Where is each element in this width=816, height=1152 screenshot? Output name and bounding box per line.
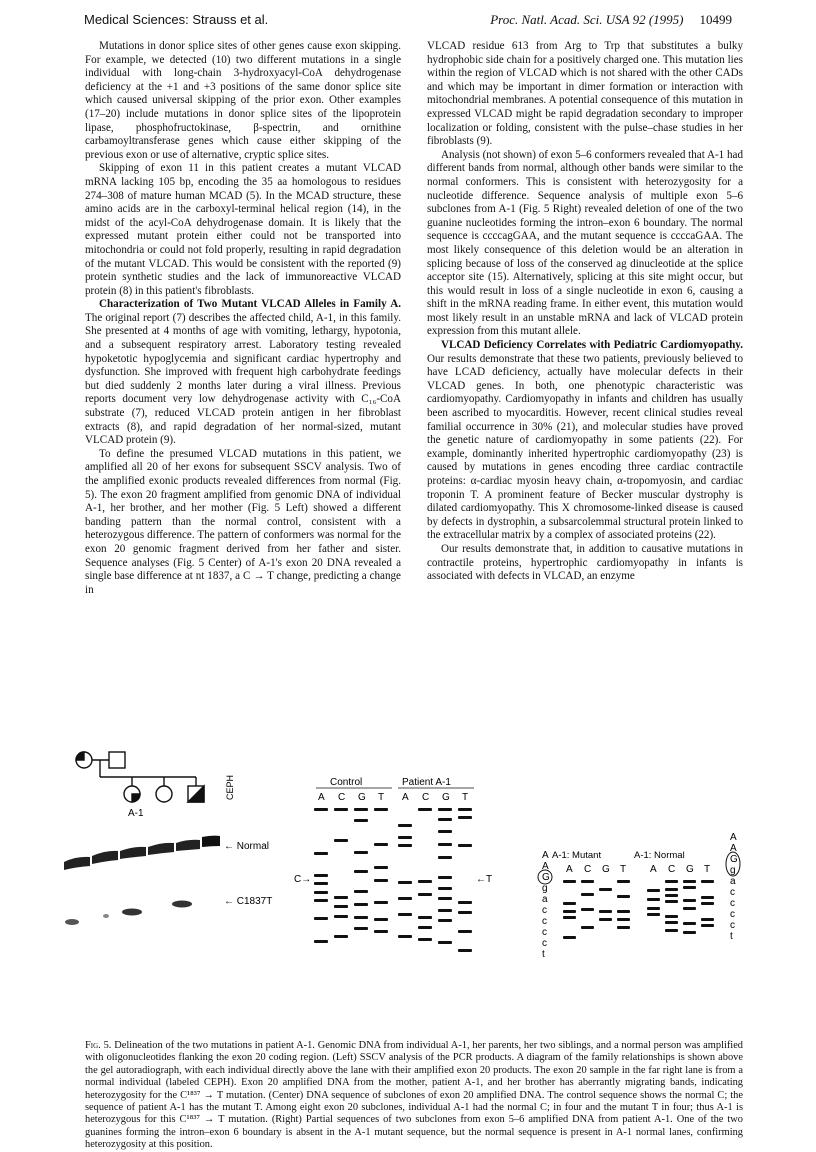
sequence-base: A (730, 843, 737, 854)
pedigree-mother-fill (76, 752, 84, 760)
paragraph: To define the presumed VLCAD mutations in this patient, we amplified all 20 of her exons for subsequent SSCV analysis. Two of the amplified exonic products revealed differences from normal (Fig. 5). The exon 20 fragment amplified from genomic DNA of individual A-1, her brother, and her mother (Fig. 5 Left) showed a different banding pattern than the normal control, consistent with a heterozygous difference. The pattern of conformers was normal for the exon 20 genomic fragment derived from her father and sister. Sequence analyses (Fig. 5 Center) of A-1's exon 20 DNA revealed a single base difference at nt 1837, a C → T change, predicting a change in (85, 447, 401, 596)
mutant-subclone-label: A-1: Mutant (552, 850, 602, 861)
paragraph-body: The original report (7) describes the affected child, A-1, in this family. She presented at 4 months of age with vomiting, lethargy, hypotonia, and a subsequent respiratory arrest. Laboratory testing revealed hypoketotic hypoglycemia and significant cardiac hypertrophy and dysfunction. She improved with frequent high carbohydrate feedings but died suddenly 2 months later during a viral illness. Previous reports document very low dehydrogenase activity with C₁₆-CoA substrate (7), reduced VLCAD protein antigen in her fibroblast extracts (8), and rapid degradation of her normal-sized, mutant VLCAD protein (9). (85, 311, 401, 447)
sequence-band (374, 918, 388, 921)
gel-band-mutant (172, 901, 192, 908)
sequence-base: c (542, 938, 547, 949)
figure-5 (62, 750, 762, 1040)
sequence-base: c (730, 909, 735, 920)
sequence-band (563, 936, 576, 939)
sequence-band (374, 901, 388, 904)
lane-letter: T (704, 864, 711, 875)
sequence-band (398, 897, 412, 900)
lane-letter: A (566, 864, 573, 875)
sequence-band (617, 910, 630, 913)
sequence-band (683, 886, 696, 889)
gel-band-faint (103, 914, 109, 918)
normal-sequence-readout (726, 832, 740, 942)
center-sequencing-bands (314, 808, 472, 952)
sequence-band (617, 895, 630, 898)
sequence-band (701, 880, 714, 883)
figure-caption (85, 1040, 743, 1152)
sequence-band (665, 915, 678, 918)
lane-letter: C (668, 864, 676, 875)
sequence-band (458, 911, 472, 914)
sequence-band (665, 921, 678, 924)
sequence-band (418, 808, 432, 811)
sequence-band (563, 880, 576, 883)
sequence-band (438, 818, 452, 821)
sequence-band (314, 899, 328, 902)
c-arrow-label: C→ (294, 874, 312, 885)
lane-letter: G (442, 792, 450, 803)
sequence-band (581, 908, 594, 911)
sequence-band (354, 916, 368, 919)
sequence-band (665, 888, 678, 891)
lane-letter: T (620, 864, 627, 875)
sequence-band (374, 866, 388, 869)
paragraph (427, 339, 743, 543)
patient-label: Patient A-1 (402, 777, 451, 788)
sequence-band (334, 905, 348, 908)
sequence-band (458, 949, 472, 952)
sequence-band (647, 889, 660, 892)
gel-label-c1837t: ← C1837T (224, 896, 273, 907)
sequence-band (374, 808, 388, 811)
sequence-band (374, 930, 388, 933)
sequence-band (438, 856, 452, 859)
sequence-band (398, 836, 412, 839)
sscv-gel (62, 834, 222, 964)
sequence-base: c (542, 905, 547, 916)
sequence-band (599, 910, 612, 913)
sequence-base: A (730, 832, 737, 843)
sequence-band (354, 851, 368, 854)
center-sequencing-lanes (318, 792, 468, 803)
gel-label-normal: ← Normal (224, 841, 270, 852)
sequence-band (563, 910, 576, 913)
sequence-band (398, 913, 412, 916)
section-heading: VLCAD Deficiency Correlates with Pediatric Cardiomyopathy. (441, 339, 743, 352)
sequence-base: c (730, 898, 735, 909)
lane-letter: T (378, 792, 385, 803)
normal-subclone-label: A-1: Normal (634, 850, 685, 861)
sequence-band (701, 902, 714, 905)
sequence-band (647, 907, 660, 910)
right-sequencing-bands (563, 880, 714, 939)
paragraph: Analysis (not shown) of exon 5–6 conformers revealed that A-1 had different bands from normal, although other bands were similar to the normal conformers. This is consistent with heterozygosity for a nucleotide difference. Sequence analysis of multiple exon 5–6 subclones from A-1 (Fig. 5 Right) revealed deletion of one of the two guanine nucleotides forming the intron–exon 6 boundary. The normal sequence is ccccagGAA, and the mutant sequence is ccccaGAA. The most likely consequence of this deletion would be an alteration in splicing because of loss of the conserved ag dinucleotide at the splice acceptor site (15). Alternatively, splicing at this site might occur, but this would result in loss of a single nucleotide in exon 6, causing a shift in the mRNA reading frame. In either event, this mutation would most likely result in an unstable mRNA and lack of VLCAD protein expression from this mutant allele. (427, 148, 743, 338)
page-number: 10499 (699, 12, 732, 27)
sequence-band (398, 935, 412, 938)
t-arrow-label: ←T (476, 874, 493, 885)
paragraph: Our results demonstrate that, in addition to causative mutations in contractile proteins, hypertrophic cardiomyopathy in infants is associated with defects in VLCAD, an enzyme (427, 542, 743, 583)
sequence-band (334, 896, 348, 899)
sequence-band (647, 898, 660, 901)
pedigree-sister (156, 786, 172, 802)
sequence-band (314, 874, 328, 877)
sequence-band (701, 924, 714, 927)
sequence-band (581, 880, 594, 883)
sequence-band (581, 893, 594, 896)
sequence-band (665, 880, 678, 883)
lane-letter: A (318, 792, 325, 803)
sequence-band (438, 887, 452, 890)
sequence-band (354, 903, 368, 906)
lane-letter: T (462, 792, 469, 803)
sequence-base: t (542, 949, 545, 960)
pedigree-label-a1: A-1 (128, 808, 144, 819)
sequence-band (599, 918, 612, 921)
sequence-base: g (730, 865, 736, 876)
sequence-band (458, 901, 472, 904)
sequence-band (354, 819, 368, 822)
paragraph: Skipping of exon 11 in this patient creates a mutant VLCAD mRNA lacking 105 bp, encoding the 35 aa homologous to residues 274–308 of mature human MCAD (5). In the MCAD structure, these amino acids are in the carboxyl-terminal helical region (14), in the midst of the acyl-CoA dehydrogenase domain. It is likely that the expressed mutant protein either could not be transported into mitochondria or could not fold properly, resulting in rapid degradation of the mutant VLCAD. This would be consistent with the reported (9) protein synthetic studies and the lack of immunoreactive VLCAD protein (8) in this patient's fibroblasts. (85, 162, 401, 297)
sequence-band (647, 913, 660, 916)
lane-letter: C (338, 792, 346, 803)
sequence-band (683, 899, 696, 902)
sequence-band (438, 897, 452, 900)
sequence-band (314, 891, 328, 894)
sequence-band (683, 880, 696, 883)
caption-text: Delineation of the two mutations in patient A-1. Genomic DNA from individual A-1, her parents, her two siblings, and a normal person was amplified with oligonucleotides flanking the exon 20 coding region. (Left) SSCV analysis of the PCR products. A diagram of the family relationships is shown above the gel autoradiograph, with each individual directly above the lane with their amplified exon 20 products. The exon 20 sample in the far right lane is from a normal individual (labeled CEPH). Exon 20 amplified DNA from the mother, patient A-1, and her brother has aberrantly migrating bands, indicating heterozygosity for the C¹⁸³⁷ → T mutation. (Center) DNA sequence of subclones of exon 20 amplified DNA. The control sequence shows the normal C; the sequence of patient A-1 has the mutant T. Among eight exon 20 subclones, individual A-1 had the normal C; in four and the mutant T in four; thus A-1 is heterozygous for this C¹⁸³⁷ → T mutation. (Right) Partial sequences of two subclones from exon 5–6 amplified DNA from patient A-1. One of the two guanines forming the intron–exon 6 boundary is absent in the A-1 mutant sequence, but the normal sequence is present in A-1 normal lanes, confirming heterozygosity at this position. (85, 1040, 744, 1151)
sequence-band (458, 808, 472, 811)
paragraph: VLCAD residue 613 from Arg to Trp that substitutes a bulky hydrophobic side chain for a positively charged one. This mutation lies within the region of VLCAD which is not shared with the other CADs and which may be important in dimer formation or interaction with mitochondrial membranes. A potential consequence of this mutation in expressed VLCAD might be rapid degradation secondary to improper localization or folding, consistent with the pulse–chase studies in her fibroblasts (9). (427, 40, 743, 148)
sequence-base: c (730, 887, 735, 898)
sequence-band (683, 922, 696, 925)
control-label: Control (330, 777, 363, 788)
sequence-band (617, 926, 630, 929)
sequence-band (683, 931, 696, 934)
sequence-band (398, 824, 412, 827)
sequence-band (683, 907, 696, 910)
sequence-base: a (542, 894, 548, 905)
sequence-band (458, 844, 472, 847)
pedigree (76, 752, 204, 802)
sequence-base: g (542, 883, 548, 894)
paragraph (85, 298, 401, 448)
gel-band-faint (65, 919, 79, 925)
sequence-base: G (542, 872, 550, 883)
sequence-band (374, 879, 388, 882)
sequence-band (438, 843, 452, 846)
sequence-band (701, 918, 714, 921)
sequence-band (599, 888, 612, 891)
header-journal (490, 12, 732, 28)
sequence-band (334, 935, 348, 938)
lane-letter: G (358, 792, 366, 803)
right-sequencing-lanes (566, 864, 710, 875)
pedigree-label-ceph: CEPH (225, 774, 235, 800)
sequence-band (334, 915, 348, 918)
sequence-band (438, 909, 452, 912)
left-column (85, 40, 401, 597)
sequence-band (374, 843, 388, 846)
sequence-band (398, 881, 412, 884)
sequence-band (418, 938, 432, 941)
sequence-band (334, 839, 348, 842)
sequence-band (314, 882, 328, 885)
pedigree-patient-fill (132, 794, 140, 802)
sequence-base: c (730, 920, 735, 931)
section-heading: Characterization of Two Mutant VLCAD Alleles in Family A. (99, 298, 401, 311)
sequence-band (354, 808, 368, 811)
running-header (84, 12, 732, 30)
sequence-band (563, 902, 576, 905)
sequence-base: a (730, 876, 736, 887)
lane-letter: G (686, 864, 694, 875)
lane-letter: G (602, 864, 610, 875)
pedigree-brother-fill (188, 786, 204, 802)
lane-letter: C (584, 864, 592, 875)
sequence-band (438, 941, 452, 944)
sequence-band (438, 919, 452, 922)
sequence-band (354, 890, 368, 893)
sequence-band (314, 917, 328, 920)
sequence-band (418, 893, 432, 896)
sequence-base: c (542, 916, 547, 927)
sequence-band (418, 926, 432, 929)
sequence-band (617, 918, 630, 921)
sequence-band (314, 808, 328, 811)
caption-label: Fig. 5. (85, 1040, 112, 1051)
gel-band-mutant (122, 909, 142, 916)
paragraph: Mutations in donor splice sites of other genes cause exon skipping. For example, we detected (10) two different mutations in a single individual with long-chain 3-hydroxyacyl-CoA dehydrogenase deficiency at the +1 and +3 positions of the same donor splice site which caused universal skipping of the prior exon. Other examples (17–20) include mutations in donor splice sites of the lipoprotein lipase, phosphofructokinase, β-spectrin, and ornithine carbamoyltransferase genes which cause either skipping of the previous exon or use of alternative, cryptic splice sites. (85, 40, 401, 161)
sequence-band (314, 940, 328, 943)
paragraph-body: Our results demonstrate that these two patients, previously believed to have LCAD deficiency, actually have molecular defects in their VLCAD genes. In both, one phenotypic characteristic was cardiomyopathy. Cardiomyopathy in infants and children has usually been ascribed to myocarditis. However, recent clinical studies reveal familial occurrence in 30% (21), and molecular studies have proved the genetic nature of cardiomyopathy in some patients (22). For example, dominantly inherited hypertrophic cardiomyopathy (23) is caused by mutations in genes encoding three cardiac contractile proteins: α-cardiac myosin heavy chain, α-tropomyosin, and cardiac troponin T. A prominent feature of Becker muscular dystrophy is dilated cardiomyopathy. This X chromosome-linked disease is caused by defects in dystrophin, a subsarcolemmal structural protein linked to the extracellular matrix by a complex of associated proteins (22). (427, 352, 743, 542)
sequence-base: A (542, 861, 549, 872)
sequence-base: t (730, 931, 733, 942)
sequence-base: G (730, 854, 738, 865)
lane-letter: A (402, 792, 409, 803)
gel-band-normal (202, 836, 220, 847)
sequence-band (665, 900, 678, 903)
sequence-base: c (542, 927, 547, 938)
sequence-band (314, 852, 328, 855)
sequence-band (334, 808, 348, 811)
sequence-band (617, 880, 630, 883)
sequence-band (354, 927, 368, 930)
lane-letter: A (650, 864, 657, 875)
sequence-band (581, 926, 594, 929)
sequence-band (438, 808, 452, 811)
figure-svg (62, 750, 762, 1040)
right-column (427, 40, 743, 584)
sequence-base: A (542, 850, 549, 861)
sequence-band (354, 870, 368, 873)
sequence-band (665, 894, 678, 897)
mutant-sequence-readout (538, 850, 552, 960)
sequence-band (701, 896, 714, 899)
sequence-band (665, 929, 678, 932)
sequence-band (418, 880, 432, 883)
pedigree-father (109, 752, 125, 768)
sequence-band (458, 816, 472, 819)
sequence-band (398, 844, 412, 847)
sequence-band (438, 830, 452, 833)
sequence-band (458, 930, 472, 933)
sequence-band (563, 916, 576, 919)
sequence-band (438, 876, 452, 879)
lane-letter: C (422, 792, 430, 803)
journal-citation: Proc. Natl. Acad. Sci. USA 92 (1995) (490, 12, 684, 27)
sequence-band (418, 916, 432, 919)
header-section-authors: Medical Sciences: Strauss et al. (84, 12, 269, 27)
